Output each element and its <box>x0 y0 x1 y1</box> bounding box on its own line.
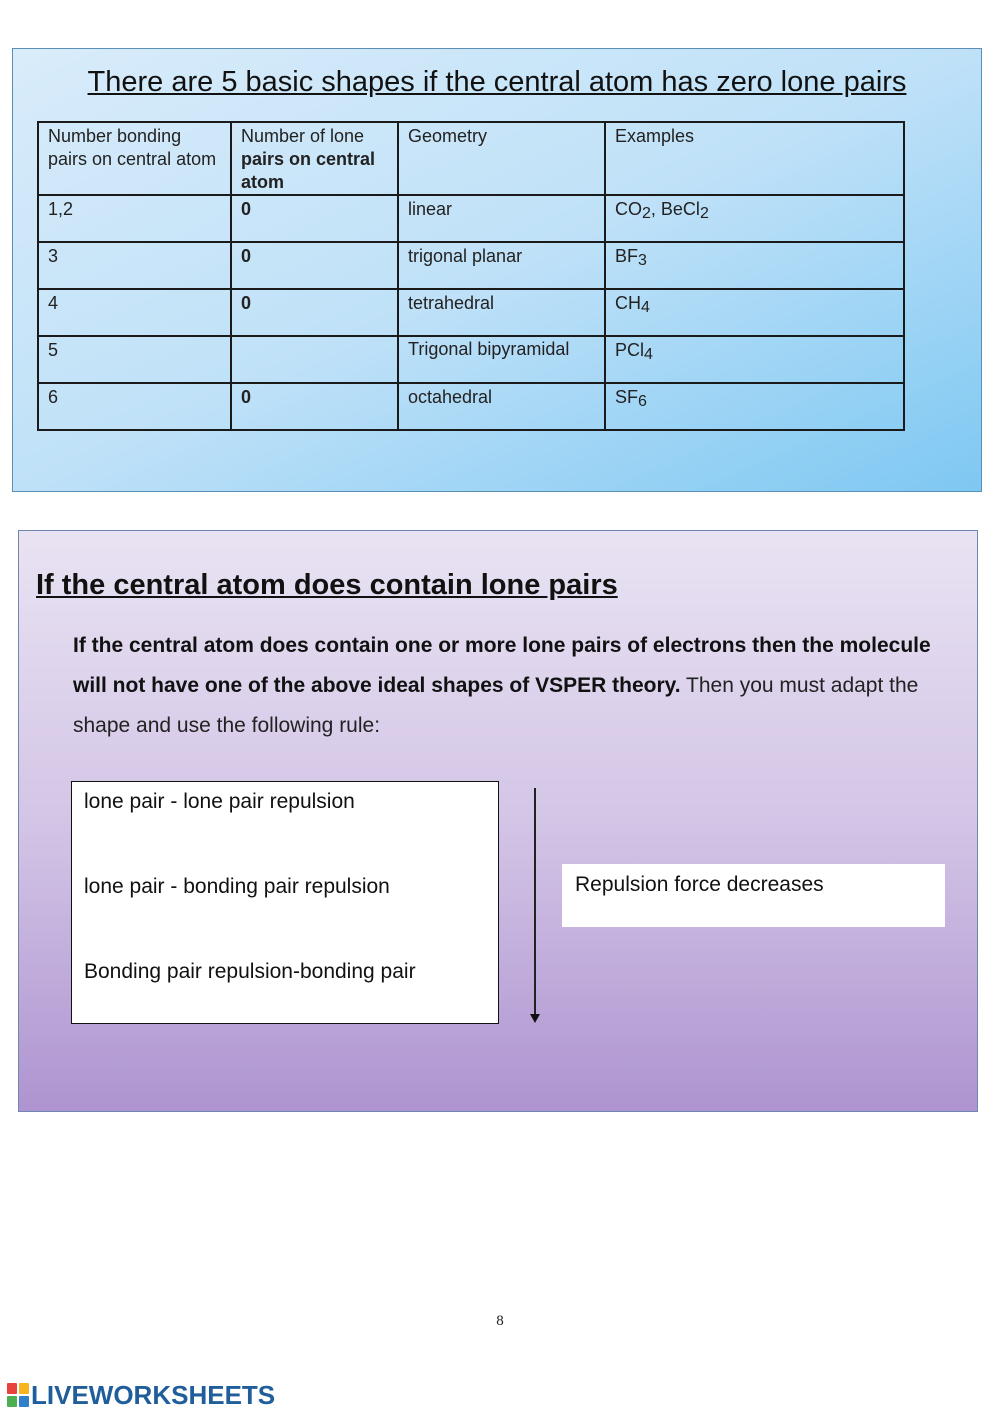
cell-bonding: 5 <box>38 336 231 383</box>
table-row <box>38 289 904 336</box>
cell-bonding: 1,2 <box>38 195 231 242</box>
header-examples: Examples <box>605 122 904 195</box>
cell-bonding: 6 <box>38 383 231 430</box>
down-arrow-line <box>534 788 536 1016</box>
cell-bonding: 3 <box>38 242 231 289</box>
header-lone-pairs: Number of lone pairs on central atom <box>231 122 398 195</box>
header-bonding-pairs: Number bonding pairs on central atom <box>38 122 231 195</box>
paragraph-rest-text: Then you must adapt the shape and use the following rule: <box>73 674 919 737</box>
cell-geometry: linear <box>398 195 605 242</box>
section1-title: There are 5 basic shapes if the central atom has zero lone pairs <box>87 66 907 98</box>
header-geometry: Geometry <box>398 122 605 195</box>
repulsion-order-box <box>71 781 499 1024</box>
table-header-row <box>38 122 904 195</box>
arrow-down-icon <box>530 1014 540 1023</box>
liveworksheets-logo <box>7 1381 275 1409</box>
cell-lone: 0 <box>231 383 398 430</box>
explanation-paragraph <box>73 626 943 746</box>
liveworksheets-logo-icon <box>7 1383 29 1407</box>
cell-examples: PCl$_4$ <box>605 336 904 383</box>
cell-lone: 0 <box>231 289 398 336</box>
brand-name: LIVEWORKSHEETS <box>31 1379 276 1410</box>
cell-examples: $SF_6$ <box>605 383 904 430</box>
page-number: 8 <box>496 1313 504 1329</box>
cell-geometry: Trigonal bipyramidal <box>398 336 605 383</box>
table-row <box>38 242 904 289</box>
paragraph-bold-text: If the central atom does contain one or more lone pairs of electrons then the molecule will not have one of the above ideal shapes of VSPER theory. <box>73 634 931 697</box>
cell-geometry: tetrahedral <box>398 289 605 336</box>
cell-examples: $BF_3$ <box>605 242 904 289</box>
section2-title: If the central atom does contain lone pairs <box>36 569 618 601</box>
cell-geometry: trigonal planar <box>398 242 605 289</box>
cell-geometry: octahedral <box>398 383 605 430</box>
cell-examples: $CO_2$, BeCl$_2$ <box>605 195 904 242</box>
table-row <box>38 195 904 242</box>
cell-bonding: 4 <box>38 289 231 336</box>
table-row <box>38 336 904 383</box>
repulsion-force-label: Repulsion force decreases <box>562 864 945 927</box>
repulsion-item: Bonding pair repulsion-bonding pair <box>84 960 416 983</box>
shapes-table <box>37 121 905 431</box>
cell-lone: 0 <box>231 242 398 289</box>
cell-examples: $CH_4$ <box>605 289 904 336</box>
table-row <box>38 383 904 430</box>
repulsion-item: lone pair - bonding pair repulsion <box>84 875 390 898</box>
repulsion-item: lone pair - lone pair repulsion <box>84 790 355 813</box>
cell-lone: 0 <box>231 195 398 242</box>
lone-pairs-panel <box>18 530 978 1112</box>
cell-lone <box>231 336 398 383</box>
zero-lone-pairs-panel <box>12 48 982 492</box>
